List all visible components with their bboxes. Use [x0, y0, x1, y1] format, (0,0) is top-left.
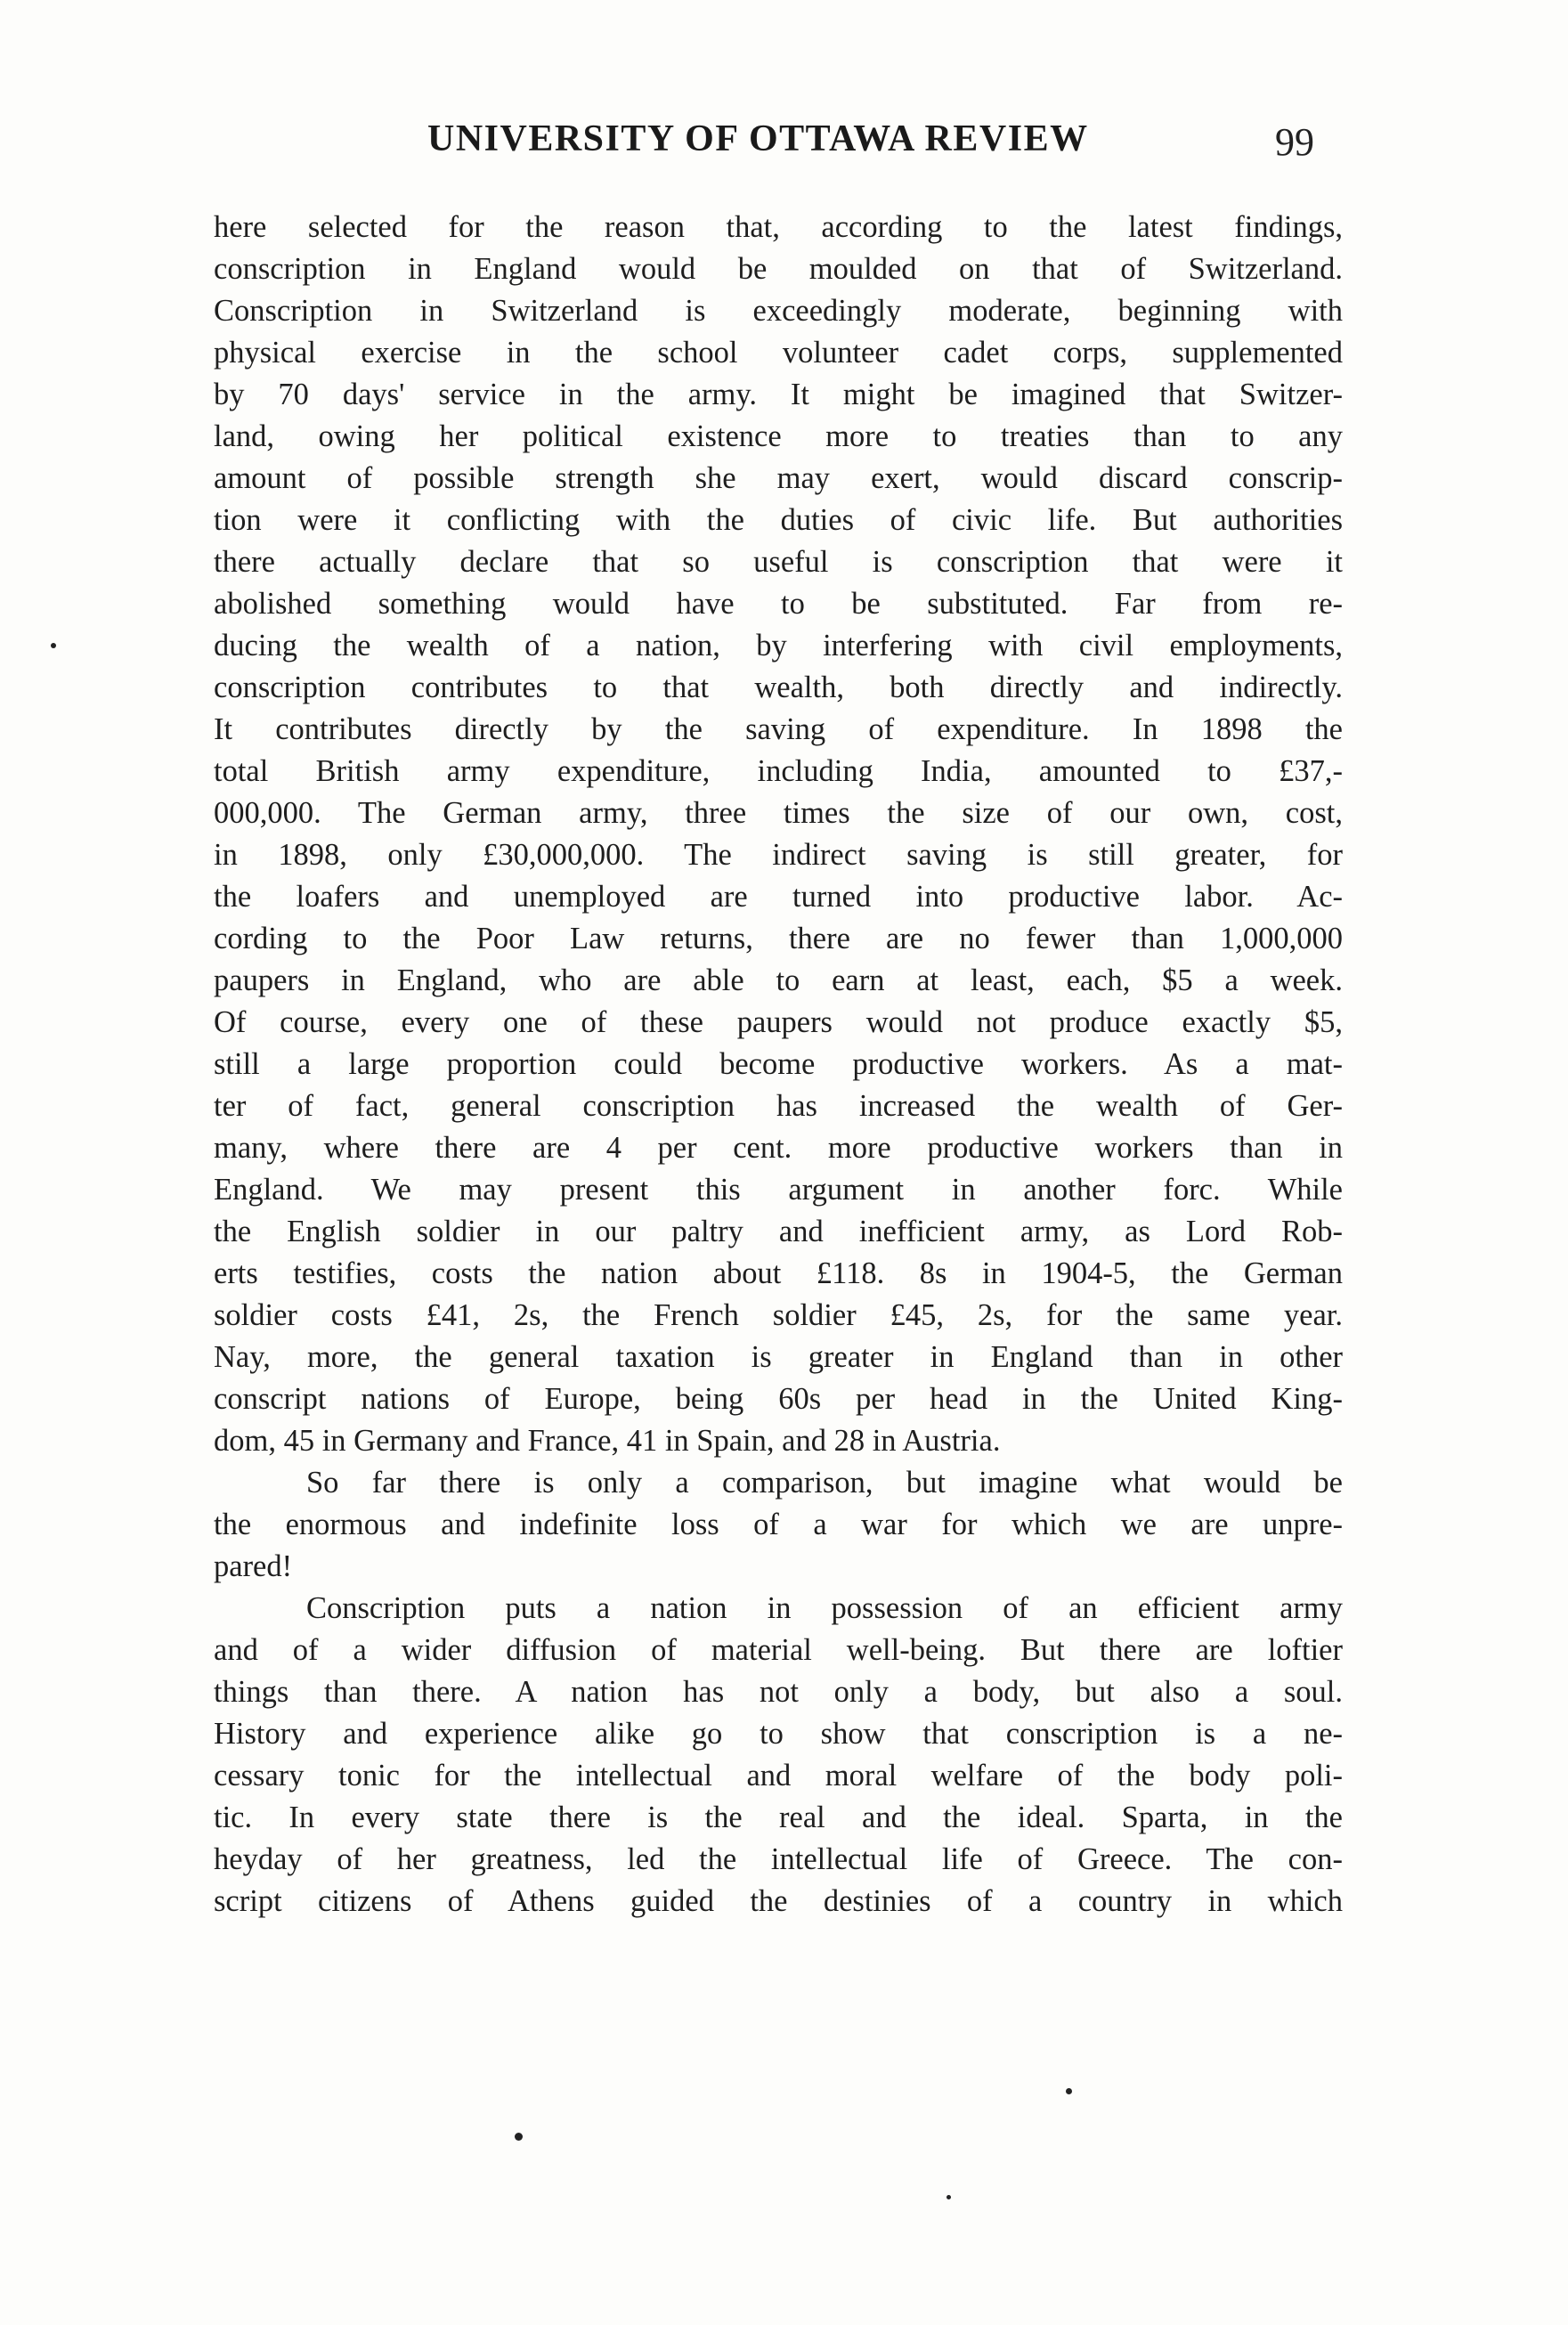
- text-line: ducing the wealth of a nation, by interfering with civil employments,: [214, 629, 1343, 663]
- text-line: tic. In every state there is the real and the ideal. Sparta, in the: [214, 1801, 1343, 1834]
- text-line: pared!: [214, 1549, 293, 1583]
- text-line: land, owing her political existence more to treaties than to any: [214, 419, 1343, 453]
- body-text: [214, 207, 1343, 1923]
- text-line: It contributes directly by the saving of expenditure. In 1898 the: [214, 712, 1343, 746]
- text-line: abolished something would have to be substituted. Far from re-: [214, 587, 1343, 621]
- text-line: and of a wider diffusion of material well-being. But there are loftier: [214, 1633, 1343, 1667]
- text-line: conscript nations of Europe, being 60s per head in the United King-: [214, 1382, 1343, 1416]
- text-line: amount of possible strength she may exert, would discard conscrip-: [214, 461, 1343, 495]
- text-line: So far there is only a comparison, but imagine what would be: [306, 1466, 1343, 1500]
- text-line: cording to the Poor Law returns, there are no fewer than 1,000,000: [214, 922, 1343, 955]
- text-line: tion were it conflicting with the duties of civic life. But authorities: [214, 503, 1343, 537]
- text-line: many, where there are 4 per cent. more productive workers than in: [214, 1131, 1343, 1165]
- text-line: History and experience alike go to show that conscription is a ne-: [214, 1717, 1343, 1751]
- text-line: Conscription in Switzerland is exceedingly moderate, beginning with: [214, 294, 1343, 328]
- text-line: the English soldier in our paltry and inefficient army, as Lord Rob-: [214, 1215, 1343, 1248]
- text-line: in 1898, only £30,000,000. The indirect saving is still greater, for: [214, 838, 1343, 872]
- scan-speck: [946, 2195, 951, 2199]
- text-line: script citizens of Athens guided the destinies of a country in which: [214, 1884, 1343, 1918]
- text-line: there actually declare that so useful is conscription that were it: [214, 545, 1343, 579]
- text-line: the enormous and indefinite loss of a war for which we are unpre-: [214, 1508, 1343, 1541]
- text-line: here selected for the reason that, according to the latest findings,: [214, 210, 1343, 244]
- text-line: Nay, more, the general taxation is greater in England than in other: [214, 1340, 1343, 1374]
- page-number: 99: [1275, 120, 1314, 164]
- scan-speck: [51, 643, 56, 648]
- text-line: heyday of her greatness, led the intellectual life of Greece. The con-: [214, 1842, 1343, 1876]
- text-line: things than there. A nation has not only a body, but also a soul.: [214, 1675, 1343, 1709]
- text-line: Conscription puts a nation in possession of an efficient army: [306, 1591, 1343, 1625]
- scan-speck: [1066, 2088, 1072, 2094]
- text-line: paupers in England, who are able to earn at least, each, $5 a week.: [214, 963, 1343, 997]
- text-line: soldier costs £41, 2s, the French soldier £45, 2s, for the same year.: [214, 1298, 1343, 1332]
- text-line: still a large proportion could become productive workers. As a mat-: [214, 1047, 1343, 1081]
- text-line: the loafers and unemployed are turned into productive labor. Ac-: [214, 880, 1343, 914]
- scan-speck: [515, 2133, 523, 2141]
- text-line: total British army expenditure, including India, amounted to £37,-: [214, 754, 1343, 788]
- text-line: by 70 days' service in the army. It might be imagined that Switzer-: [214, 378, 1343, 411]
- text-line: ter of fact, general conscription has increased the wealth of Ger-: [214, 1089, 1343, 1123]
- text-line: Of course, every one of these paupers would not produce exactly $5,: [214, 1005, 1343, 1039]
- text-line: dom, 45 in Germany and France, 41 in Spain, and 28 in Austria.: [214, 1424, 1001, 1458]
- text-line: conscription in England would be moulded on that of Switzerland.: [214, 252, 1343, 286]
- text-line: 000,000. The German army, three times the size of our own, cost,: [214, 796, 1343, 830]
- text-line: physical exercise in the school volunteer cadet corps, supplemented: [214, 336, 1343, 370]
- text-line: England. We may present this argument in another forc. While: [214, 1173, 1343, 1207]
- text-line: erts testifies, costs the nation about £118. 8s in 1904-5, the German: [214, 1256, 1343, 1290]
- text-line: conscription contributes to that wealth, both directly and indirectly.: [214, 671, 1343, 704]
- text-line: cessary tonic for the intellectual and moral welfare of the body poli-: [214, 1759, 1343, 1793]
- running-title: UNIVERSITY OF OTTAWA REVIEW: [427, 118, 1089, 159]
